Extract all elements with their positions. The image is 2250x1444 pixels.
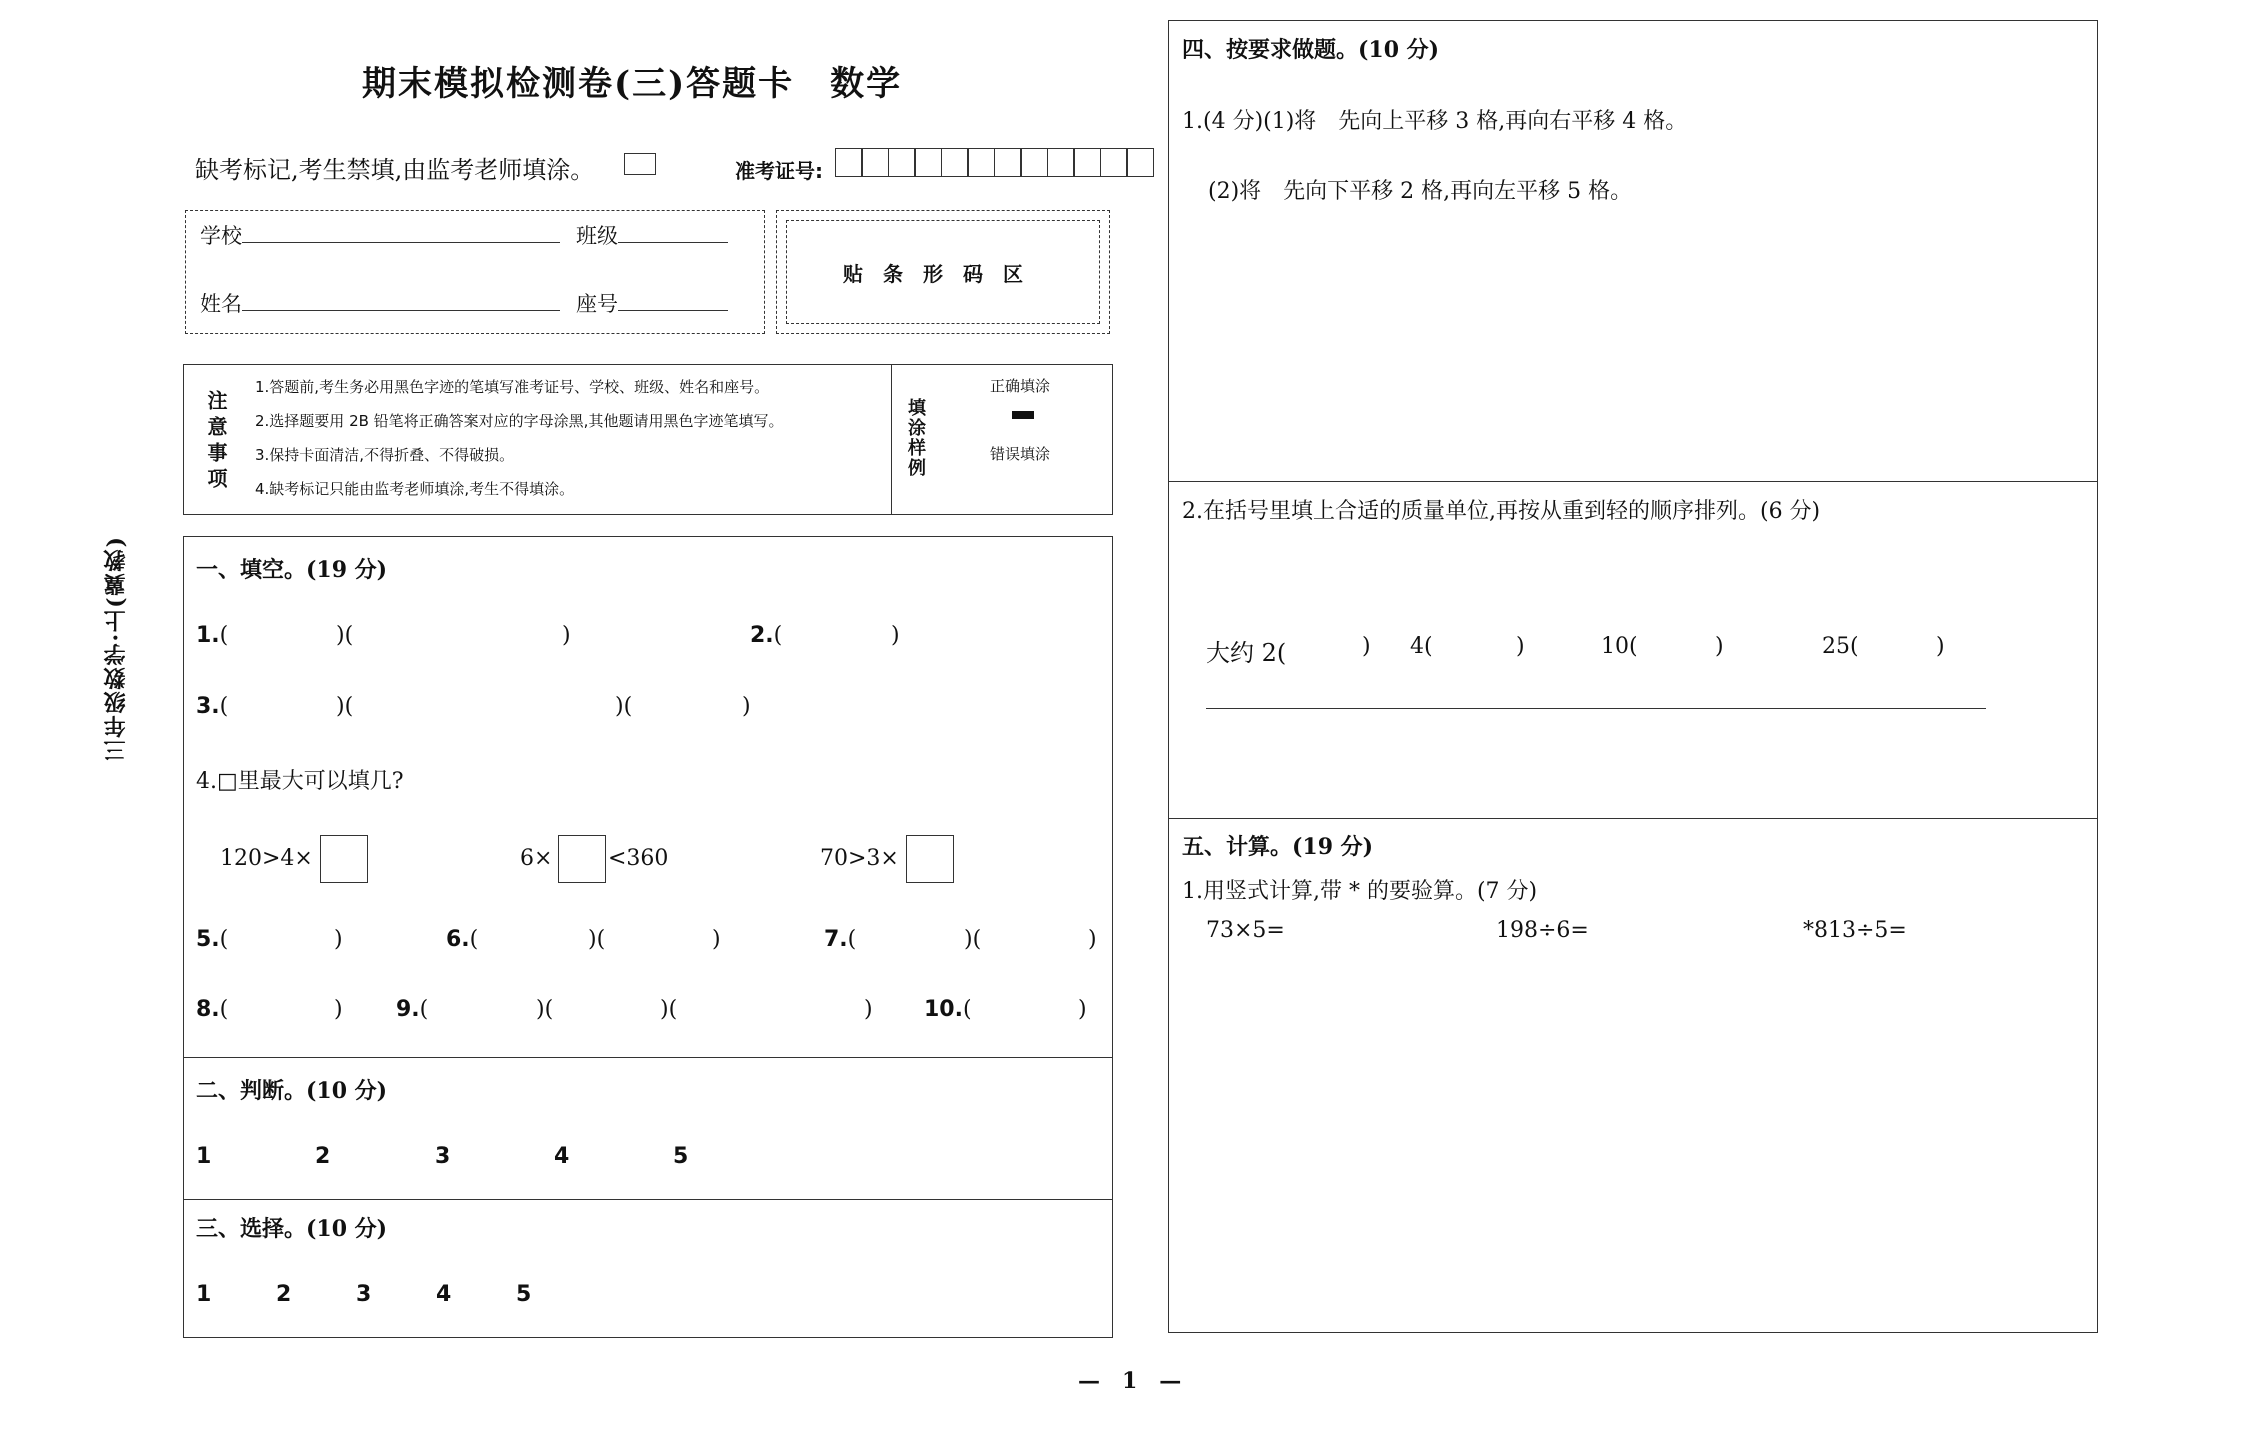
paren: ) [1936, 634, 1945, 659]
paren: )( [615, 694, 633, 719]
fill-sample-title: 填涂样例 [905, 398, 926, 478]
tf-number[interactable]: 1 [196, 1144, 212, 1169]
exam-id-boxes[interactable] [836, 148, 1154, 177]
paren: ) [562, 623, 571, 648]
page-title: 期末模拟检测卷(三)答题卡 数学 [362, 64, 903, 104]
paren: ) [891, 623, 900, 648]
correct-fill-label: 正确填涂 [990, 377, 1051, 395]
q4-answer-box-c[interactable] [906, 835, 954, 883]
weight-question: 2.在括号里填上合适的质量单位,再按从重到轻的顺序排列。(6 分) [1182, 499, 1821, 524]
choice-number[interactable]: 1 [196, 1282, 212, 1307]
paren: ) [1078, 997, 1087, 1022]
weight-blank-d[interactable]: 25( [1822, 634, 1859, 659]
paren: )( [588, 927, 606, 952]
barcode-label: 贴 条 形 码 区 [843, 262, 1023, 286]
tf-number[interactable]: 2 [315, 1144, 331, 1169]
paren: )( [660, 997, 678, 1022]
divider [1168, 481, 2098, 482]
q4-expr-b-pre: 6× [520, 846, 553, 871]
paren: )( [536, 997, 554, 1022]
divider [1168, 818, 2098, 819]
weight-blank-b[interactable]: 4( [1410, 634, 1433, 659]
section-heading: 五、计算。(19 分) [1182, 834, 1374, 860]
name-field[interactable]: 姓名 [200, 288, 560, 318]
notice-item: 4.缺考标记只能由监考老师填涂,考生不得填涂。 [255, 480, 575, 498]
paren: ) [334, 997, 343, 1022]
answer-blank-q9[interactable]: 9.( [396, 997, 429, 1022]
paren: ) [864, 997, 873, 1022]
choice-number[interactable]: 2 [276, 1282, 292, 1307]
q4-expr-c: 70>3× [820, 846, 899, 871]
absent-checkbox[interactable] [624, 153, 656, 175]
paren: ) [712, 927, 721, 952]
weight-blank-a[interactable]: 大约 2( [1206, 639, 1287, 667]
paren: ) [334, 927, 343, 952]
answer-blank-q5[interactable]: 5.( [196, 927, 229, 952]
tf-number[interactable]: 4 [554, 1144, 570, 1169]
answer-blank-q3[interactable]: 3.( [196, 694, 229, 719]
right-column-frame [1168, 20, 2098, 1333]
notice-item: 3.保持卡面清洁,不得折叠、不得破损。 [255, 446, 515, 464]
page-number: — 1 — [1078, 1368, 1182, 1394]
spine-label: 三年级数学·上(冀教) [103, 535, 129, 762]
paren: ) [1362, 634, 1371, 659]
paren: )( [964, 927, 982, 952]
section-fill-blank [183, 536, 1113, 1058]
calc-problem: 73×5= [1206, 918, 1285, 943]
section-heading: 一、填空。(19 分) [196, 557, 388, 583]
q4-answer-box-a[interactable] [320, 835, 368, 883]
translate-q1-2: (2)将 先向下平移 2 格,再向左平移 5 格。 [1208, 179, 1633, 204]
answer-blank-q10[interactable]: 10.( [924, 997, 972, 1022]
exam-id-label: 准考证号: [735, 159, 823, 183]
correct-fill-mark [1012, 411, 1034, 419]
tf-number[interactable]: 3 [435, 1144, 451, 1169]
paren: )( [336, 623, 354, 648]
choice-number[interactable]: 4 [436, 1282, 452, 1307]
q4-answer-box-b[interactable] [558, 835, 606, 883]
class-field[interactable]: 班级 [576, 220, 728, 250]
calc-instruction: 1.用竖式计算,带 * 的要验算。(7 分) [1182, 879, 1538, 904]
section-heading: 三、选择。(10 分) [196, 1216, 388, 1242]
translate-q1-1: 1.(4 分)(1)将 先向上平移 3 格,再向右平移 4 格。 [1182, 109, 1688, 134]
answer-blank-q1[interactable]: 1.( [196, 623, 229, 648]
notice-item: 2.选择题要用 2B 铅笔将正确答案对应的字母涂黑,其他题请用黑色字迹笔填写。 [255, 412, 784, 430]
q4-expr-b-post: <360 [608, 846, 669, 871]
weight-blank-c[interactable]: 10( [1601, 634, 1638, 659]
q4-prompt: 4.□里最大可以填几? [196, 769, 404, 794]
answer-blank-q2[interactable]: 2.( [750, 623, 783, 648]
wrong-fill-label: 错误填涂 [990, 445, 1051, 463]
calc-problem: 198÷6= [1496, 918, 1589, 943]
notice-item: 1.答题前,考生务必用黑色字迹的笔填写准考证号、学校、班级、姓名和座号。 [255, 378, 770, 396]
paren: ) [1715, 634, 1724, 659]
school-field[interactable]: 学校 [200, 220, 560, 250]
choice-number[interactable]: 5 [516, 1282, 532, 1307]
section-heading: 四、按要求做题。(10 分) [1182, 37, 1440, 63]
calc-problem: *813÷5= [1803, 918, 1907, 943]
tf-number[interactable]: 5 [673, 1144, 689, 1169]
answer-blank-q7[interactable]: 7.( [824, 927, 857, 952]
seat-field[interactable]: 座号 [576, 288, 728, 318]
answer-blank-q8[interactable]: 8.( [196, 997, 229, 1022]
paren: )( [336, 694, 354, 719]
paren: ) [1516, 634, 1525, 659]
order-answer-line[interactable] [1206, 708, 1986, 709]
section-heading: 二、判断。(10 分) [196, 1078, 388, 1104]
notice-title: 注意事项 [204, 390, 228, 494]
q4-expr-a: 120>4× [220, 846, 313, 871]
paren: ) [1088, 927, 1097, 952]
paren: ) [742, 694, 751, 719]
absent-note: 缺考标记,考生禁填,由监考老师填涂。 [195, 156, 595, 184]
answer-blank-q6[interactable]: 6.( [446, 927, 479, 952]
choice-number[interactable]: 3 [356, 1282, 372, 1307]
